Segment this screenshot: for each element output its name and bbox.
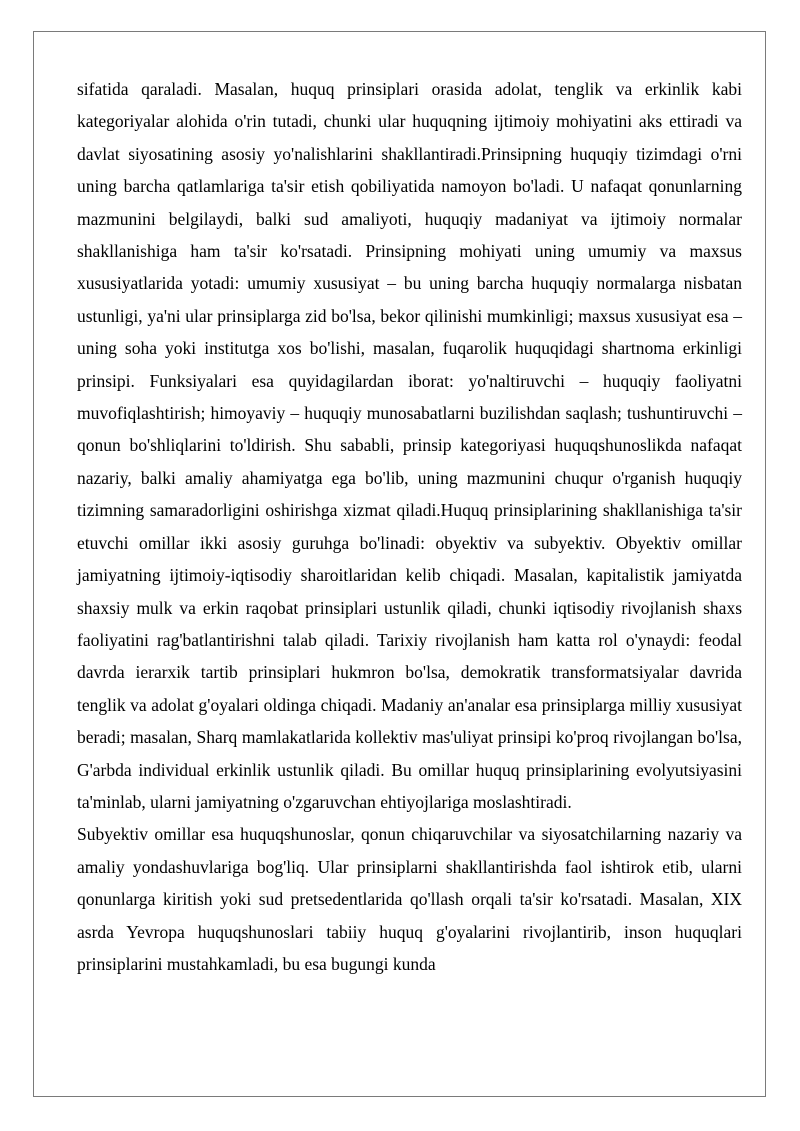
paragraph-2: Subyektiv omillar esa huquqshunoslar, qonun chiqaruvchilar va siyosatchilarning nazariy va amaliy yondashuvlariga bog'liq. Ular prinsiplarni shakllantirishda faol ishtirok etib, ularni qonunlarga kiritish yoki sud pretsedentlarida qo'llash orqali ta'sir ko'rsatadi. Masalan, XIX asrda Yevropa huquqshunoslari tabiiy huquq g'oyalarini rivojlantirib, inson huquqlari prinsiplarini mustahkamladi, bu esa bugungi kunda (77, 824, 742, 974)
document-body (77, 73, 742, 980)
paragraph-1: sifatida qaraladi. Masalan, huquq prinsiplari orasida adolat, tenglik va erkinlik kabi kategoriyalar alohida o'rin tutadi, chunki ular huquqning ijtimoiy mohiyatini aks ettiradi va davlat siyosatining asosiy yo'nalishlarini shakllantiradi.Prinsipning huquqiy tizimdagi o'rni uning barcha qatlamlariga ta'sir etish qobiliyatida namoyon bo'ladi. U nafaqat qonunlarning mazmunini belgilaydi, balki sud amaliyoti, huquqiy madaniyat va ijtimoiy normalar shakllanishiga ham ta'sir ko'rsatadi. Prinsipning mohiyati uning umumiy va maxsus xususiyatlarida yotadi: umumiy xususiyat – bu uning barcha huquqiy normalarga nisbatan ustunligi, ya'ni ular prinsiplarga zid bo'lsa, bekor qilinishi mumkinligi; maxsus xususiyat esa – uning soha yoki institutga xos bo'lishi, masalan, fuqarolik huquqidagi shartnoma erkinligi prinsipi. Funksiyalari esa quyidagilardan iborat: yo'naltiruvchi – huquqiy faoliyatni muvofiqlashtirish; himoyaviy – huquqiy munosabatlarni buzilishdan saqlash; tushuntiruvchi – qonun bo'shliqlarini to'ldirish. Shu sababli, prinsip kategoriyasi huquqshunoslikda nafaqat nazariy, balki amaliy ahamiyatga ega bo'lib, uning mazmunini chuqur o'rganish huquqiy tizimning samaradorligini oshirishga xizmat qiladi.Huquq prinsiplarining shakllanishiga ta'sir etuvchi omillar ikki asosiy guruhga bo'linadi: obyektiv va subyektiv. Obyektiv omillar jamiyatning ijtimoiy-iqtisodiy sharoitlaridan kelib chiqadi. Masalan, kapitalistik jamiyatda shaxsiy mulk va erkin raqobat prinsiplari ustunlik qiladi, chunki iqtisodiy rivojlanish shaxs faoliyatini rag'batlantirishni talab qiladi. Tarixiy rivojlanish ham katta rol o'ynaydi: feodal davrda ierarxik tartib prinsiplari hukmron bo'lsa, demokratik transformatsiyalar davrida tenglik va adolat g'oyalari oldinga chiqadi. Madaniy an'analar esa prinsiplarga milliy xususiyat beradi; masalan, Sharq mamlakatlarida kollektiv mas'uliyat prinsipi ko'proq rivojlangan bo'lsa, G'arbda individual erkinlik ustunlik qiladi. Bu omillar huquq prinsiplarining evolyutsiyasini ta'minlab, ularni jamiyatning o'zgaruvchan ehtiyojlariga moslashtiradi. (77, 79, 742, 812)
